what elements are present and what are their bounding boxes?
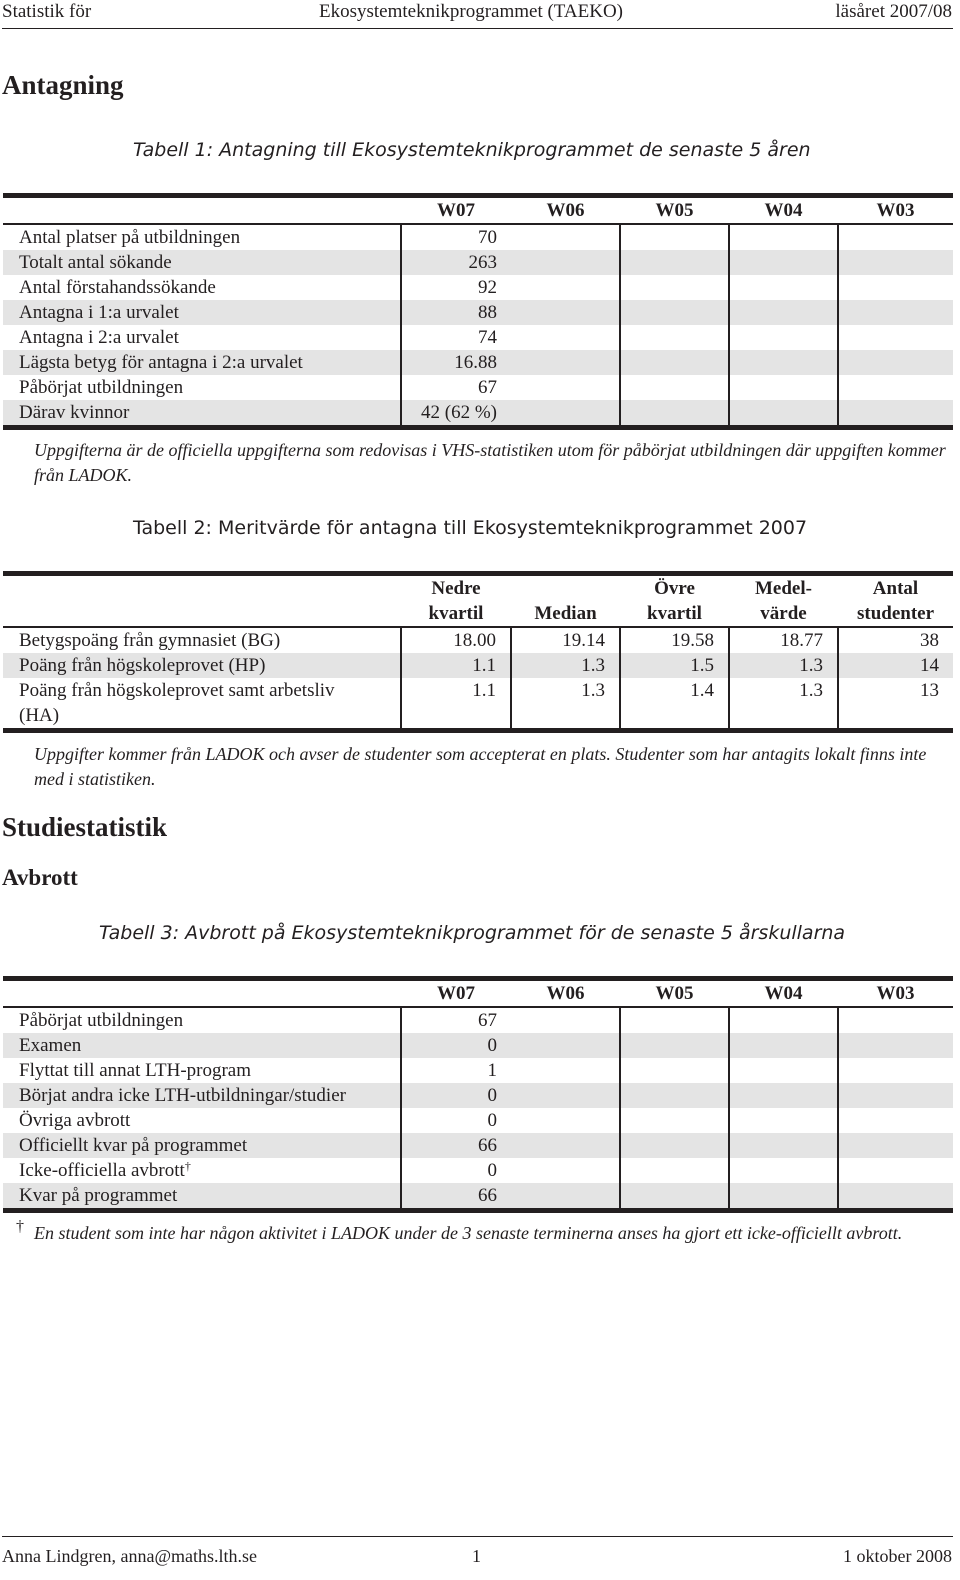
section-title-antagning: Antagning — [2, 70, 124, 100]
cell-w07: 74 — [478, 327, 497, 348]
table2-col-header — [620, 574, 729, 628]
col-header-line1: Nedre — [431, 578, 481, 599]
table-row — [3, 1007, 953, 1033]
row-label: Kvar på programmet — [3, 1183, 401, 1211]
row-label: Poäng från högskoleprovet (HP) — [3, 653, 401, 678]
cell-w07: 70 — [478, 227, 497, 248]
row-label: Lägsta betyg för antagna i 2:a urvalet — [3, 350, 401, 375]
table3-col-header: W04 — [729, 979, 838, 1008]
cell: 19.14 — [511, 627, 620, 653]
table2-caption: Tabell 2: Meritvärde för antagna till Ekosystemteknikprogrammet 2007 — [133, 517, 808, 539]
row-label — [3, 678, 401, 731]
table3-corner — [3, 979, 401, 1008]
table2-header-row — [3, 574, 953, 628]
table3-footnote: En student som inte har någon aktivitet i LADOK under de 3 senaste terminerna anses ha gjort ett icke-officiellt avbrott. — [34, 1223, 903, 1243]
row-label-line1: Poäng från högskoleprovet samt arbetsliv — [19, 680, 335, 701]
cell-w07: 263 — [401, 250, 511, 275]
row-label: Examen — [3, 1033, 401, 1058]
cell-w07: 0 — [401, 1033, 511, 1058]
row-label: Officiellt kvar på programmet — [3, 1133, 401, 1158]
table1-col-header: W05 — [620, 196, 729, 225]
table1-col-header: W04 — [729, 196, 838, 225]
cell: 1.3 — [729, 678, 838, 731]
row-label-text: Icke-officiella avbrott — [19, 1160, 185, 1181]
row-label: Flyttat till annat LTH-program — [3, 1058, 401, 1083]
col-header-line1: Antal — [872, 578, 919, 599]
table-row — [3, 1108, 953, 1133]
footer-page-number: 1 — [472, 1546, 481, 1566]
header-right: läsåret 2007/08 — [835, 1, 952, 22]
cell: 1.4 — [620, 678, 729, 731]
cell-w07: 66 — [401, 1183, 511, 1211]
col-header-line1: Övre — [654, 578, 695, 599]
footnote-mark: † — [184, 1159, 191, 1173]
table1-caption: Tabell 1: Antagning till Ekosystemteknikprogrammet de senaste 5 åren — [133, 139, 811, 161]
table2-note: Uppgifter kommer från LADOK och avser de studenter som accepterat en plats. Studenter som har antagits lokalt finns inte med i statistiken. — [34, 744, 927, 789]
row-label: Övriga avbrott — [3, 1108, 401, 1133]
cell-w07: 67 — [478, 1010, 497, 1031]
row-label: Börjat andra icke LTH-utbildningar/studier — [3, 1083, 401, 1108]
row-label: Antal förstahandssökande — [3, 275, 401, 300]
table1-col-header: W07 — [401, 196, 511, 225]
table1-corner — [3, 196, 401, 225]
cell: 38 — [838, 627, 953, 653]
row-label: Betygspoäng från gymnasiet (BG) — [3, 627, 401, 653]
table-row — [3, 250, 953, 275]
cell: 1.5 — [620, 653, 729, 678]
cell-w07: 16.88 — [401, 350, 511, 375]
header-center: Ekosystemteknikprogrammet (TAEKO) — [319, 1, 623, 22]
cell-w07: 42 (62 %) — [401, 400, 511, 428]
table-row — [3, 275, 953, 300]
row-label: Antagna i 1:a urvalet — [3, 300, 401, 325]
cell-w07: 0 — [487, 1110, 497, 1131]
table-row — [3, 1183, 953, 1211]
section-title-studiestatistik: Studiestatistik — [2, 812, 168, 842]
table3 — [3, 976, 953, 1213]
col-header-line2: Median — [534, 603, 597, 624]
cell: 19.58 — [620, 627, 729, 653]
cell: 13 — [838, 678, 953, 731]
row-label: Därav kvinnor — [3, 400, 401, 428]
table-row — [3, 224, 953, 250]
row-label — [3, 1158, 401, 1183]
cell-w07: 92 — [478, 277, 497, 298]
row-label: Antal platser på utbildningen — [3, 224, 401, 250]
subsection-title-avbrott: Avbrott — [2, 865, 78, 890]
table1 — [3, 193, 953, 430]
header-rule — [2, 28, 953, 29]
cell-w07: 1 — [487, 1060, 497, 1081]
cell: 1.3 — [729, 653, 838, 678]
col-header-line2: kvartil — [647, 603, 702, 624]
row-label: Antagna i 2:a urvalet — [3, 325, 401, 350]
table2-col-header — [401, 574, 511, 628]
cell: 18.00 — [453, 630, 496, 651]
footer-rule — [2, 1536, 953, 1537]
cell: 1.3 — [511, 653, 620, 678]
row-label-line2: (HA) — [19, 705, 60, 726]
col-header-line2: studenter — [856, 603, 935, 624]
cell-w07: 67 — [478, 377, 497, 398]
footer-author: Anna Lindgren, anna@maths.lth.se — [2, 1546, 258, 1566]
footer-date: 1 oktober 2008 — [843, 1546, 952, 1566]
cell-w07: 0 — [401, 1083, 511, 1108]
table-row — [3, 350, 953, 375]
table1-header-row — [3, 196, 953, 225]
table-row — [3, 1133, 953, 1158]
table3-col-header: W07 — [401, 979, 511, 1008]
table-row — [3, 1058, 953, 1083]
table-row — [3, 627, 953, 653]
table3-footnote-mark: † — [16, 1218, 24, 1235]
cell: 14 — [838, 653, 953, 678]
table-row — [3, 375, 953, 400]
table1-col-header: W06 — [511, 196, 620, 225]
table-row — [3, 400, 953, 428]
table2-col-header — [729, 574, 838, 628]
col-header-line1: Medel- — [755, 578, 812, 599]
cell: 1.3 — [511, 678, 620, 731]
table-row — [3, 1033, 953, 1058]
table2-col-header — [838, 574, 953, 628]
cell-w07: 0 — [487, 1160, 497, 1181]
table3-col-header: W03 — [838, 979, 953, 1008]
table-row — [3, 1158, 953, 1183]
header-left: Statistik för — [2, 1, 92, 22]
cell-w07: 66 — [401, 1133, 511, 1158]
table-row — [3, 1083, 953, 1108]
table1-col-header: W03 — [838, 196, 953, 225]
table3-col-header: W05 — [620, 979, 729, 1008]
table2 — [3, 571, 953, 733]
row-label: Påbörjat utbildningen — [3, 375, 401, 400]
page-header — [0, 0, 960, 26]
table-row — [3, 325, 953, 350]
table3-header-row — [3, 979, 953, 1008]
cell: 18.77 — [729, 627, 838, 653]
cell: 1.1 — [401, 653, 511, 678]
table-row — [3, 653, 953, 678]
table2-corner — [3, 574, 401, 628]
col-header-line2: kvartil — [428, 603, 484, 624]
table-row — [3, 678, 953, 731]
cell-w07: 88 — [401, 300, 511, 325]
table2-col-header — [511, 574, 620, 628]
cell: 1.1 — [472, 680, 496, 701]
row-label: Totalt antal sökande — [3, 250, 401, 275]
table3-caption: Tabell 3: Avbrott på Ekosystemteknikprogrammet för de senaste 5 årskullarna — [99, 922, 846, 944]
row-label: Påbörjat utbildningen — [3, 1007, 401, 1033]
col-header-line2: värde — [760, 603, 807, 624]
table1-note: Uppgifterna är de officiella uppgifterna som redovisas i VHS-statistiken utom för påbörjat utbildningen där uppgiften kommer från LADOK. — [34, 440, 946, 485]
table-row — [3, 300, 953, 325]
table3-col-header: W06 — [511, 979, 620, 1008]
